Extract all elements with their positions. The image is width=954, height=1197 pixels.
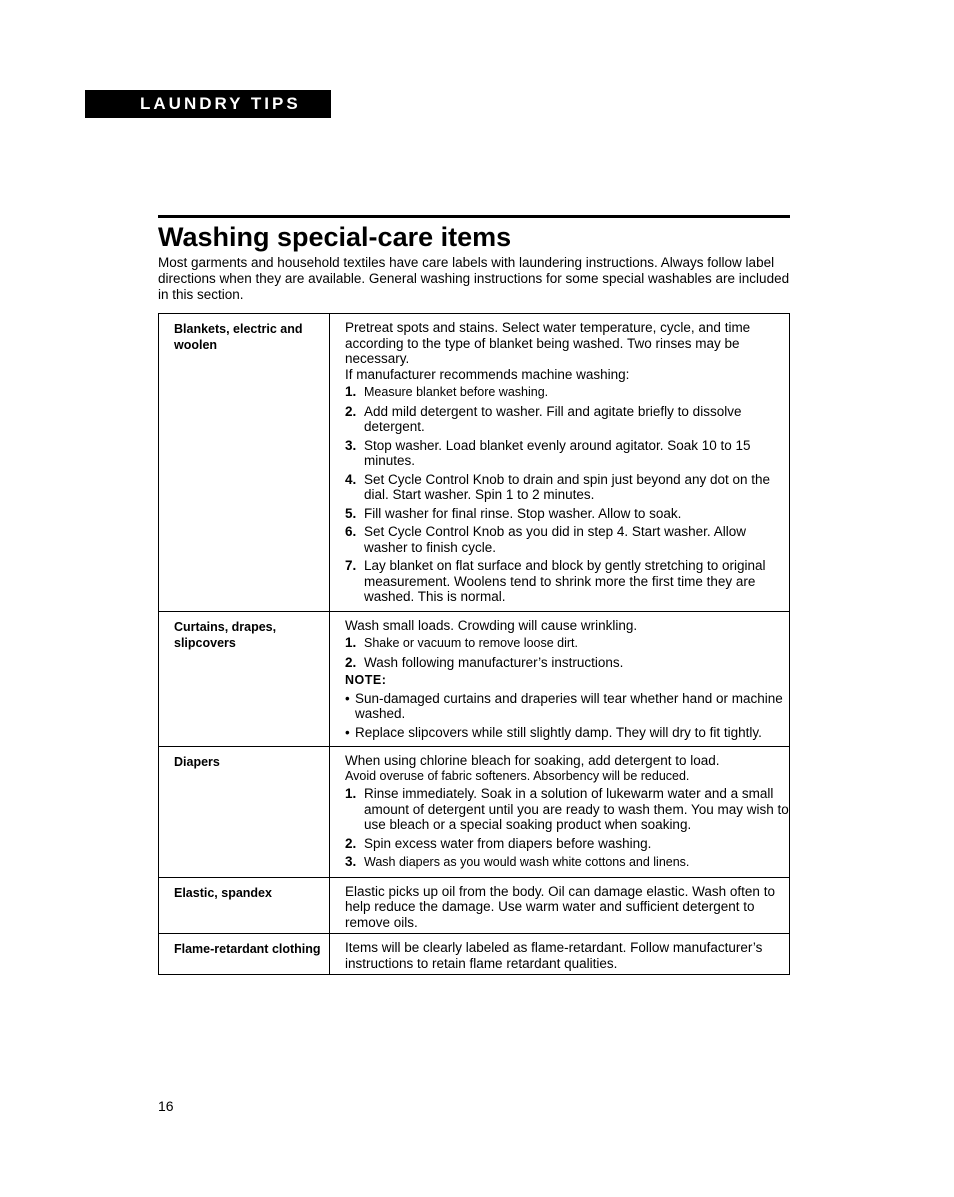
step-text: Set Cycle Control Knob to drain and spin just beyond any dot on the dial. Start washer. Spin 1 to 2 minutes.: [364, 471, 771, 502]
item-name: Elastic, spandex: [159, 877, 330, 934]
note-label: NOTE:: [345, 673, 387, 687]
step-text: Wash diapers as you would wash white cottons and linens.: [364, 855, 690, 869]
list-item: [345, 404, 789, 435]
step-number: 2.: [345, 835, 357, 851]
note-list: [345, 691, 789, 741]
step-number: 1.: [345, 786, 357, 801]
page-title: Washing special-care items: [158, 222, 512, 252]
list-item: [345, 786, 789, 833]
item-name: Blankets, electric and woolen: [159, 314, 330, 612]
step-number: 2.: [345, 403, 357, 419]
step-text: Shake or vacuum to remove loose dirt.: [364, 636, 578, 650]
table-row-curtains: [159, 611, 790, 747]
page-number: 16: [158, 1098, 174, 1114]
list-item: [345, 655, 789, 671]
item-name: Flame-retardant clothing: [159, 934, 330, 975]
title-rule: [158, 215, 790, 218]
instruction-text: If manufacturer recommends machine washing:: [345, 366, 630, 382]
step-text: Measure blanket before washing.: [364, 385, 549, 399]
step-text: Set Cycle Control Knob as you did in step 4. Start washer. Allow washer to finish cycle.: [364, 524, 746, 555]
step-list: [345, 786, 789, 871]
step-number: 5.: [345, 505, 357, 521]
table-row-flame: [159, 934, 790, 975]
list-item: [345, 558, 789, 605]
intro-paragraph: Most garments and household textiles have care labels with laundering instructions. Always follow label directions when they are available. General washing instructions for some special washables are included in this section.: [158, 255, 790, 302]
step-list: [345, 384, 789, 605]
item-instructions: [330, 934, 790, 975]
instruction-text: Pretreat spots and stains. Select water temperature, cycle, and time according to the type of blanket being washed. Two rinses may be necessary.: [345, 320, 751, 366]
item-instructions: [330, 747, 790, 878]
list-item: [345, 384, 789, 401]
bullet-icon: •: [345, 724, 350, 740]
note-text: Replace slipcovers while still slightly damp. They will dry to fit tightly.: [355, 724, 762, 740]
instruction-text: Wash small loads. Crowding will cause wrinkling.: [345, 617, 638, 633]
list-item: [345, 524, 789, 555]
item-instructions: [330, 314, 790, 612]
step-text: Wash following manufacturer’s instructions.: [364, 654, 624, 670]
step-text: Stop washer. Load blanket evenly around agitator. Soak 10 to 15 minutes.: [364, 437, 751, 468]
step-number: 3.: [345, 437, 357, 453]
step-text: Fill washer for final rinse. Stop washer. Allow to soak.: [364, 505, 682, 521]
step-number: 6.: [345, 524, 357, 539]
instruction-text: When using chlorine bleach for soaking, add detergent to load.: [345, 753, 720, 768]
table-row-elastic: [159, 877, 790, 934]
step-number: 4.: [345, 471, 357, 487]
table-row-blankets: [159, 314, 790, 612]
item-instructions: [330, 611, 790, 747]
list-item: [345, 854, 789, 871]
bullet-icon: •: [345, 690, 350, 706]
list-item: [345, 725, 789, 741]
item-instructions: [330, 877, 790, 934]
list-item: [345, 506, 789, 522]
list-item: [345, 691, 789, 722]
step-number: 1.: [345, 384, 357, 399]
instruction-text: Elastic picks up oil from the body. Oil can damage elastic. Wash often to help reduce the damage. Use warm water and sufficient detergent to remove oils.: [345, 883, 775, 930]
care-table: [158, 313, 790, 975]
section-banner: LAUNDRY TIPS: [85, 90, 331, 118]
step-text: Lay blanket on flat surface and block by gently stretching to original measurement. Woolens tend to shrink more the first time they are washed. This is normal.: [364, 558, 766, 604]
list-item: [345, 438, 789, 469]
instruction-text: Avoid overuse of fabric softeners. Absorbency will be reduced.: [345, 768, 690, 783]
step-text: Spin excess water from diapers before washing.: [364, 835, 652, 851]
item-name: Diapers: [159, 747, 330, 878]
step-number: 7.: [345, 558, 357, 573]
list-item: [345, 836, 789, 852]
step-text: Rinse immediately. Soak in a solution of lukewarm water and a small amount of detergent until you are ready to wash them. You may wish to use bleach or a special soaking product when soaking.: [364, 786, 789, 832]
step-text: Add mild detergent to washer. Fill and agitate briefly to dissolve detergent.: [364, 403, 742, 434]
table-row-diapers: [159, 747, 790, 878]
step-list: [345, 635, 789, 670]
note-text: Sun-damaged curtains and draperies will tear whether hand or machine washed.: [355, 690, 783, 721]
step-number: 2.: [345, 654, 357, 670]
list-item: [345, 635, 789, 652]
step-number: 3.: [345, 854, 357, 869]
list-item: [345, 472, 789, 503]
instruction-text: Items will be clearly labeled as flame-retardant. Follow manufacturer’s instructions to retain flame retardant qualities.: [345, 940, 763, 971]
item-name: Curtains, drapes, slipcovers: [159, 611, 330, 747]
step-number: 1.: [345, 635, 357, 650]
